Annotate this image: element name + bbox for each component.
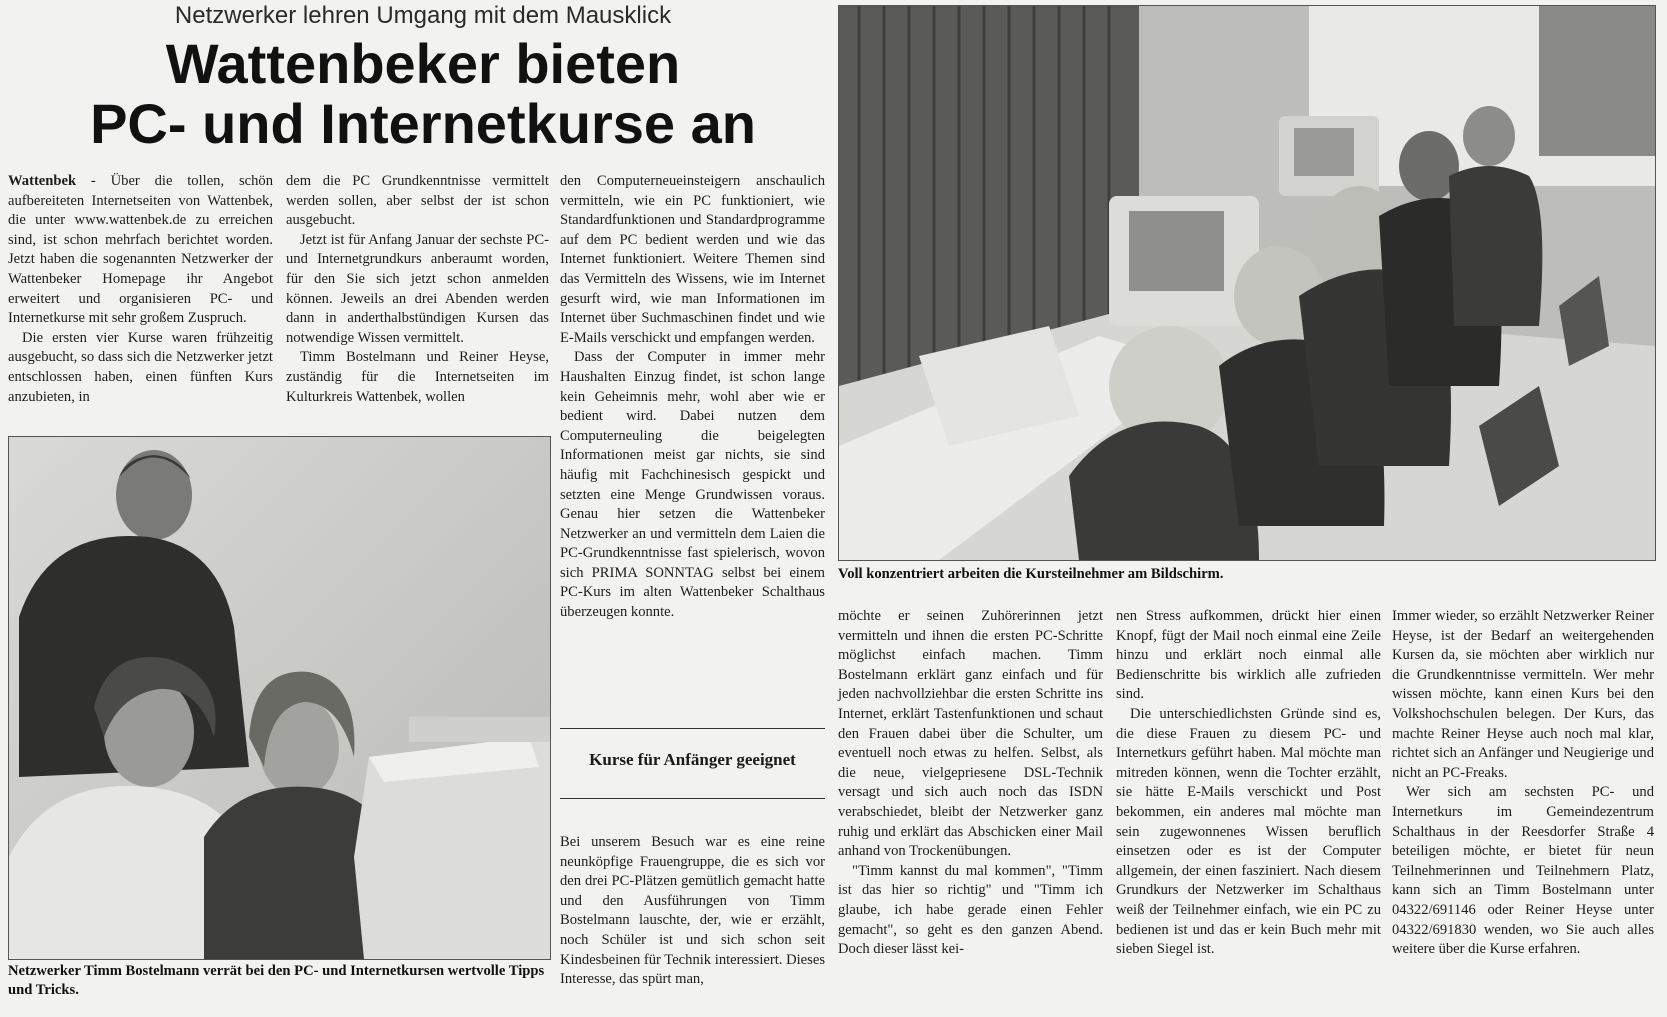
photo-instructor-with-women [8,436,551,960]
paragraph: nen Stress aufkommen, drückt hier einen Knopf, fügt der Mail noch einmal eine Zeile hinzu und erklärt noch einmal alle Bedienschritte bis wirklich alle zufrieden sind. [1116,608,1381,703]
dateline-place: Wattenbek [8,173,77,189]
text-column-3-continued [560,833,825,990]
caption-right-photo: Voll konzentriert arbeiten die Kursteilnehmer am Bildschirm. [838,566,1224,582]
subheading: Kurse für Anfänger geeignet [560,728,825,799]
text-column-1 [8,172,273,407]
paragraph: Timm Bostelmann und Reiner Heyse, zuständig für die Internetseiten im Kulturkreis Wattenbek, wollen [286,349,549,405]
photo-illustration [9,437,550,959]
text-column-4 [838,607,1103,960]
text-column-5 [1116,607,1381,960]
paragraph: möchte er seinen Zuhörerinnen jetzt vermitteln und ihnen die ersten PC-Schritte möglichst einfach machen. Timm Bostelmann erklärt ganz einfach und für jeden nachvollziehbar die ersten Schritte ins Internet, erklärt Tastenfunktionen und schaut den Frauen dabei über die Schulter, um eventuell noch etwas zu helfen. Selbst, als die neue, vielgepriesene DSL-Technik versagt und sich auch noch das ISDN verabschiedet, bleibt der Netzwerker ganz ruhig und erklärt das Abschicken einer Mail anhand von Trockenübungen. [838,608,1103,860]
headline-line-2: PC- und Internetkurse an [90,92,756,155]
paragraph: Die unterschiedlichsten Gründe sind es, die diese Frauen zu diesem PC- und Internetkurs geführt haben. Mal möchte man mitreden können, wenn die Tochter erzählt, sie hätte E-Mails verschickt und Post bekommen, ein anderes mal möchte man sein zugewonnenes Wissen beruflich einsetzen oder es ist der Computer allgemein, der einen fasziniert. Nach diesem Grundkurs der Netzwerker im Schalthaus weiß der Teilnehmer einfach, wie ein PC zu bedienen ist und das er kein Buch mehr mit sieben Siegel ist. [1116,705,1381,958]
paragraph: dem die PC Grundkenntnisse vermittelt werden sollen, aber selbst der ist schon ausgebucht. [286,173,549,229]
paragraph: Dass der Computer in immer mehr Haushalten Einzug findet, ist schon lange kein Geheimnis mehr, wohl aber wie er bedient wird. Dabei nutzen dem Computerneuling die beigelegten Informationen meist gar nichts, sie sind häufig mit Fachchinesisch gespickt und setzten eine Menge Grundwissen voraus. Genau hier setzen die Wattenbeker Netzwerker an und vermitteln dem Laien die PC-Grundkenntnisse fast spielerisch, wovon sich PRIMA SONNTAG selbst bei einem PC-Kurs im alten Wattenbeker Schalthaus überzeugen konnte. [560,349,825,621]
text-column-3 [560,172,825,623]
article-kicker: Netzwerker lehren Umgang mit dem Mausklick [174,2,672,29]
caption-left-photo: Netzwerker Timm Bostelmann verrät bei den PC- und Internetkursen wertvolle Tipps und Tricks. [8,963,545,998]
paragraph: Jetzt ist für Anfang Januar der sechste PC- und Internetgrundkurs anberaumt worden, für den Sie sich jetzt schon anmelden können. Jeweils an drei Abenden werden dann in anderthalbstündigen Kursen das notwendige Wissen vermittelt. [286,231,549,346]
paragraph: Die ersten vier Kurse waren frühzeitig ausgebucht, so dass sich die Netzwerker jetzt entschlossen haben, einen fünften Kurs anzubieten, in [8,329,273,405]
paragraph: Wer sich am sechsten PC- und Internetkurs im Gemeindezentrum Schalthaus in der Reesdorfer Straße 4 beteiligen möchte, er bietet für neun Teilnehmerinnen und Teilnehmern Platz, kann sich an Timm Bostelmann unter 04322/691146 oder Reiner Heyse unter 04322/691830 wenden, wo Sie auch alles weitere über die Kurse erfahren. [1392,784,1654,958]
text-column-2 [286,172,549,407]
paragraph: Wattenbek - Über die tollen, schön aufbereiteten Internetseiten von Wattenbek, die unter www.wattenbek.de zu erreichen sind, ist schon mehrfach berichtet worden. Jetzt haben die sogenannten Netzwerker der Wattenbeker Homepage ihr Angebot erweitert und organisieren PC- und Internetkurse mit sehr großem Zuspruch. [8,173,273,327]
paragraph: den Computerneueinsteigern anschaulich vermitteln, wie ein PC funktioniert, wie Standardfunktionen und Standardprogramme auf dem PC bedient werden und wie das Internet funktioniert. Weitere Themen sind das Vermitteln des Wissens, wie im Internet gesurft wird, wie man Informationen im Internet über Suchmaschinen findet und wie E-Mails verschickt und empfangen werden. [560,173,825,346]
headline-line-1: Wattenbeker bieten [165,32,681,95]
article-headline [8,34,838,154]
paragraph: Bei unserem Besuch war es eine reine neunköpfige Frauengruppe, die es sich vor den drei PC-Plätzen gemütlich gemacht hatte und den Ausführungen von Timm Bostelmann lauschte, der, wie er erzählt, noch Schüler ist und sich schon seit Kindesbeinen für Technik interessiert. Dieses Interesse, das spürt man, [560,834,825,988]
photo-course-participants [838,5,1656,561]
paragraph: Immer wieder, so erzählt Netzwerker Reiner Heyse, ist der Bedarf an weitergehenden Kursen da, sie möchten aber wirklich nur die Grundkenntnisse vermitteln. Wer mehr wissen möchte, kann einen Kurs bei den Volkshochschulen belegen. Der Kurs, das machte Reiner Heyse auch noch mal klar, richtet sich an Anfänger und Neugierige und nicht an PC-Freaks. [1392,608,1654,781]
text-column-6 [1392,607,1654,960]
paragraph: "Timm kannst du mal kommen", "Timm ist das hier so richtig" und "Timm ich glaube, ich habe gerade einen Fehler gemacht", so geht es den ganzen Abend. Doch dieser lässt kei- [838,862,1103,958]
photo-illustration [839,6,1655,560]
